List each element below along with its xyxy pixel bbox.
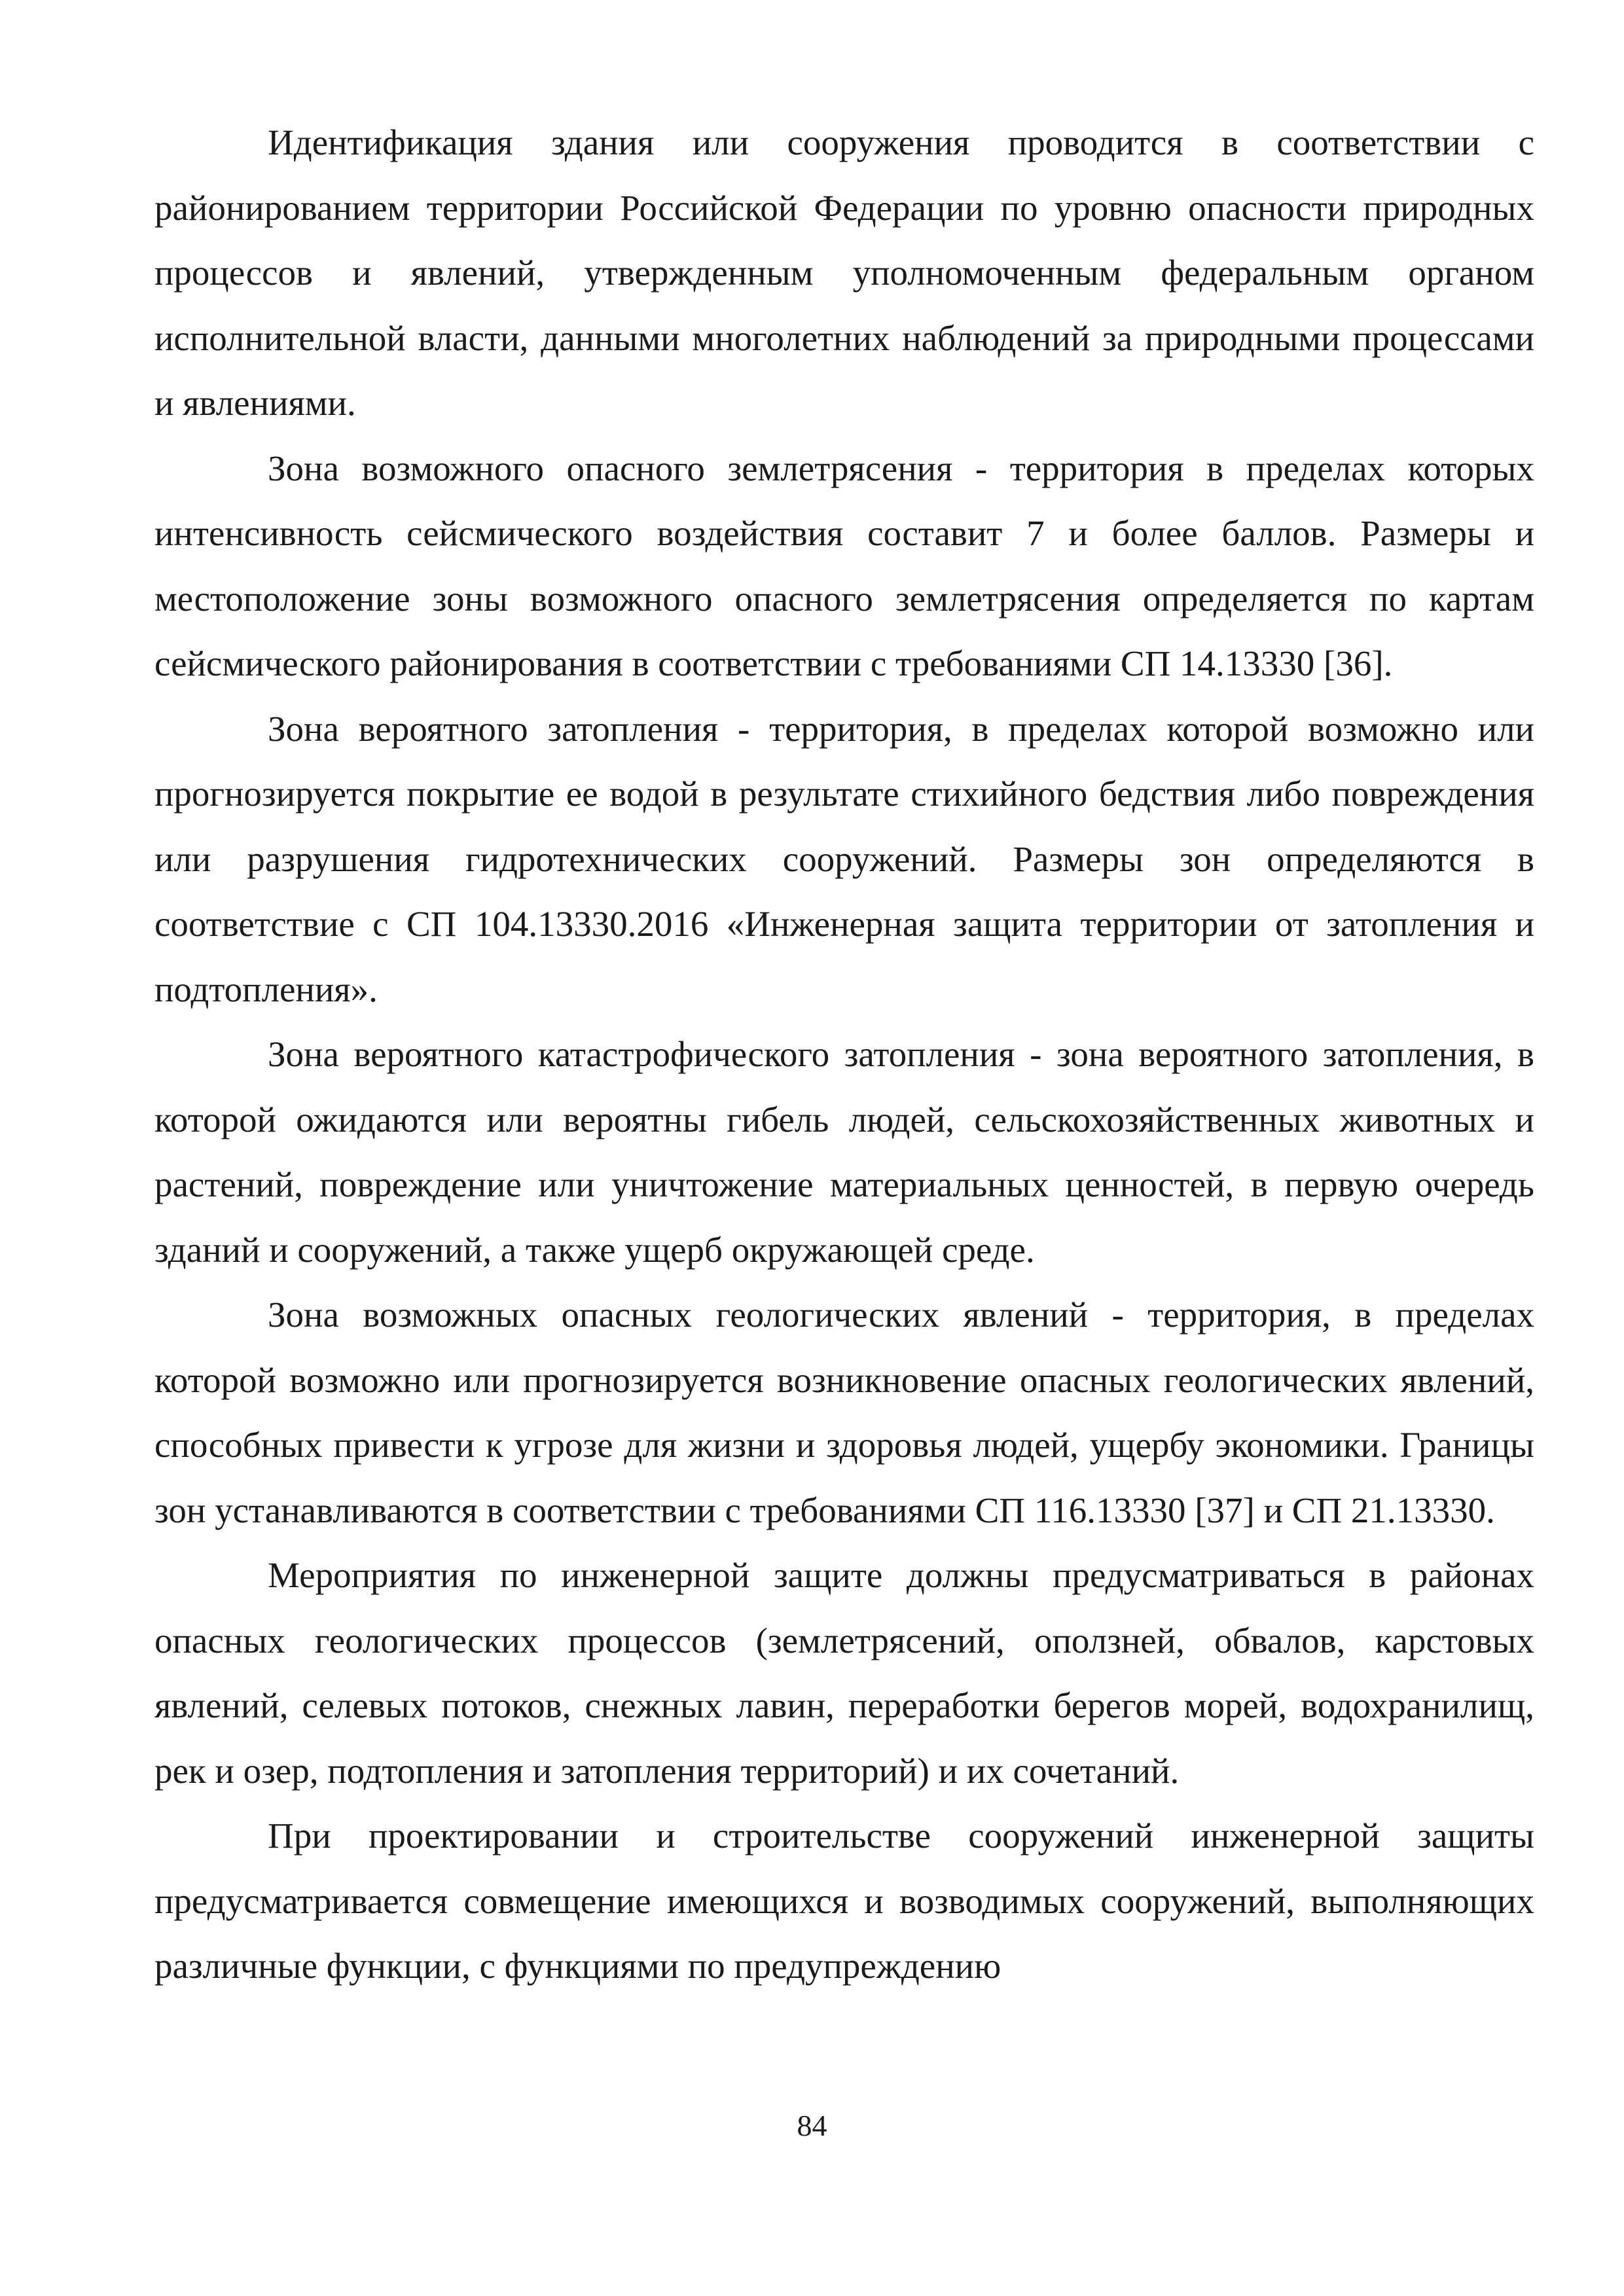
paragraph-identification: Идентификация здания или сооружения проводится в соответствии с районированием территории Российской Федерации по уровню опасности природных процессов и явлений, утвержденным уполномоченным федеральным органом исполнительной власти, данными многолетних наблюдений за природными процессами и явлениями. bbox=[154, 122, 1534, 423]
paragraph-flood-zone: Зона вероятного затопления - территория, в пределах которой возможно или прогнозируется покрытие ее водой в результате стихийного бедствия либо повреждения или разрушения гидротехнических сооружений. Размеры зон определяются в соответствие с СП 104.13330.2016 «Инженерная защита территории от затопления и подтопления». bbox=[154, 708, 1534, 1009]
paragraph-protection-measures: Мероприятия по инженерной защите должны предусматриваться в районах опасных геологических процессов (землетрясений, оползней, обвалов, карстовых явлений, селевых потоков, снежных лавин, переработки берегов морей, водохранилищ, рек и озер, подтопления и затопления территорий) и их сочетаний. bbox=[154, 1555, 1534, 1791]
document-body bbox=[154, 110, 1534, 1999]
paragraph-earthquake-zone: Зона возможного опасного землетрясения - территория в пределах которых интенсивность сейсмического воздействия составит 7 и более баллов. Размеры и местоположение зоны возможного опасного землетрясения определяется по картам сейсмического районирования в соответствии с требованиями СП 14.13330 [36]. bbox=[154, 448, 1534, 683]
paragraph-catastrophic-flood-zone: Зона вероятного катастрофического затопления - зона вероятного затопления, в которой ожидаются или вероятны гибель людей, сельскохозяйственных животных и растений, повреждение или уничтожение материальных ценностей, в первую очередь зданий и сооружений, а также ущерб окружающей среде. bbox=[154, 1034, 1534, 1270]
page-number: 84 bbox=[797, 2109, 827, 2142]
paragraph-geological-zone: Зона возможных опасных геологических явлений - территория, в пределах которой возможно или прогнозируется возникновение опасных геологических явлений, способных привести к угрозе для жизни и здоровья людей, ущербу экономики. Границы зон устанавливаются в соответствии с требованиями СП 116.13330 [37] и СП 21.13330. bbox=[154, 1295, 1534, 1530]
paragraph-design-construction: При проектировании и строительстве сооружений инженерной защиты предусматривается совмещение имеющихся и возводимых сооружений, выполняющих различные функции, с функциями по предупреждению bbox=[154, 1816, 1534, 1986]
